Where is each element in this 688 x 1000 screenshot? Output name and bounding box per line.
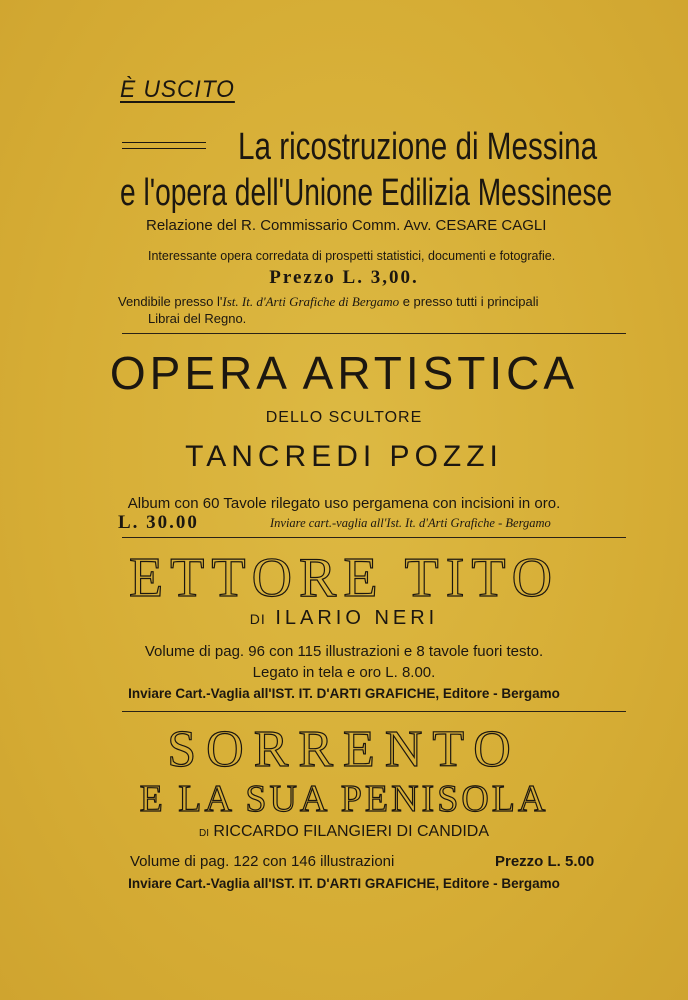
book4-title-line1: SORRENTO (167, 721, 521, 778)
book3-order: Inviare Cart.-Vaglia all'IST. IT. D'ARTI GRAFICHE, Editore - Bergamo (128, 686, 560, 701)
section-divider-1 (122, 333, 626, 334)
book1-description: Interessante opera corredata di prospetti statistici, documenti e fotografie. (148, 249, 556, 263)
book2-subtitle: DELLO SCULTORE (265, 409, 423, 426)
book2-description: Album con 60 Tavole rilegato uso pergamena con incisioni in oro. (127, 495, 561, 512)
book4-author-name: RICCARDO FILANGIERI DI CANDIDA (213, 823, 490, 840)
section-divider-2 (122, 537, 626, 538)
book3-title: ETTORE TITO (128, 547, 560, 609)
book3-author-name: ILARIO NERI (275, 607, 439, 629)
book2-price: L. 30.00 (118, 512, 199, 533)
book4-order: Inviare Cart.-Vaglia all'IST. IT. D'ARTI GRAFICHE, Editore - Bergamo (128, 876, 560, 891)
book1-title-line1: La ricostruzione di Messina (238, 126, 598, 168)
decorative-double-rule (122, 142, 206, 149)
book2-title: OPERA ARTISTICA (109, 347, 579, 399)
book1-seller-line2: Librai del Regno. (148, 311, 247, 326)
book4-description: Volume di pag. 122 con 146 illustrazioni (130, 853, 395, 870)
book3-author-prefix: DI (249, 611, 266, 627)
book4-price: Prezzo L. 5.00 (495, 853, 595, 870)
book2-order: Inviare cart.-vaglia all'Ist. It. d'Arti Grafiche - Bergamo (270, 516, 551, 530)
book4-author-prefix: DI (198, 828, 209, 839)
book1-subtitle: Relazione del R. Commissario Comm. Avv. CESARE CAGLI (146, 217, 547, 234)
announce-label: È USCITO (120, 76, 235, 103)
book3-author (0, 607, 688, 630)
book1-seller: Vendibile presso l'Ist. It. d'Arti Grafiche di Bergamo e presso tutti i principali (118, 294, 539, 309)
book1-price: Prezzo L. 3,00. (269, 267, 419, 288)
book1-title-line2: e l'opera dell'Unione Edilizia Messinese (120, 172, 613, 214)
book3-description-line1: Volume di pag. 96 con 115 illustrazioni e 8 tavole fuori testo. (144, 643, 544, 660)
book4-title-line2: E LA SUA PENISOLA (139, 778, 549, 820)
book4-author (0, 823, 688, 841)
book3-description-line2: Legato in tela e oro L. 8.00. (252, 664, 436, 681)
book2-author: TANCREDI POZZI (185, 440, 503, 473)
section-divider-3 (122, 711, 626, 712)
